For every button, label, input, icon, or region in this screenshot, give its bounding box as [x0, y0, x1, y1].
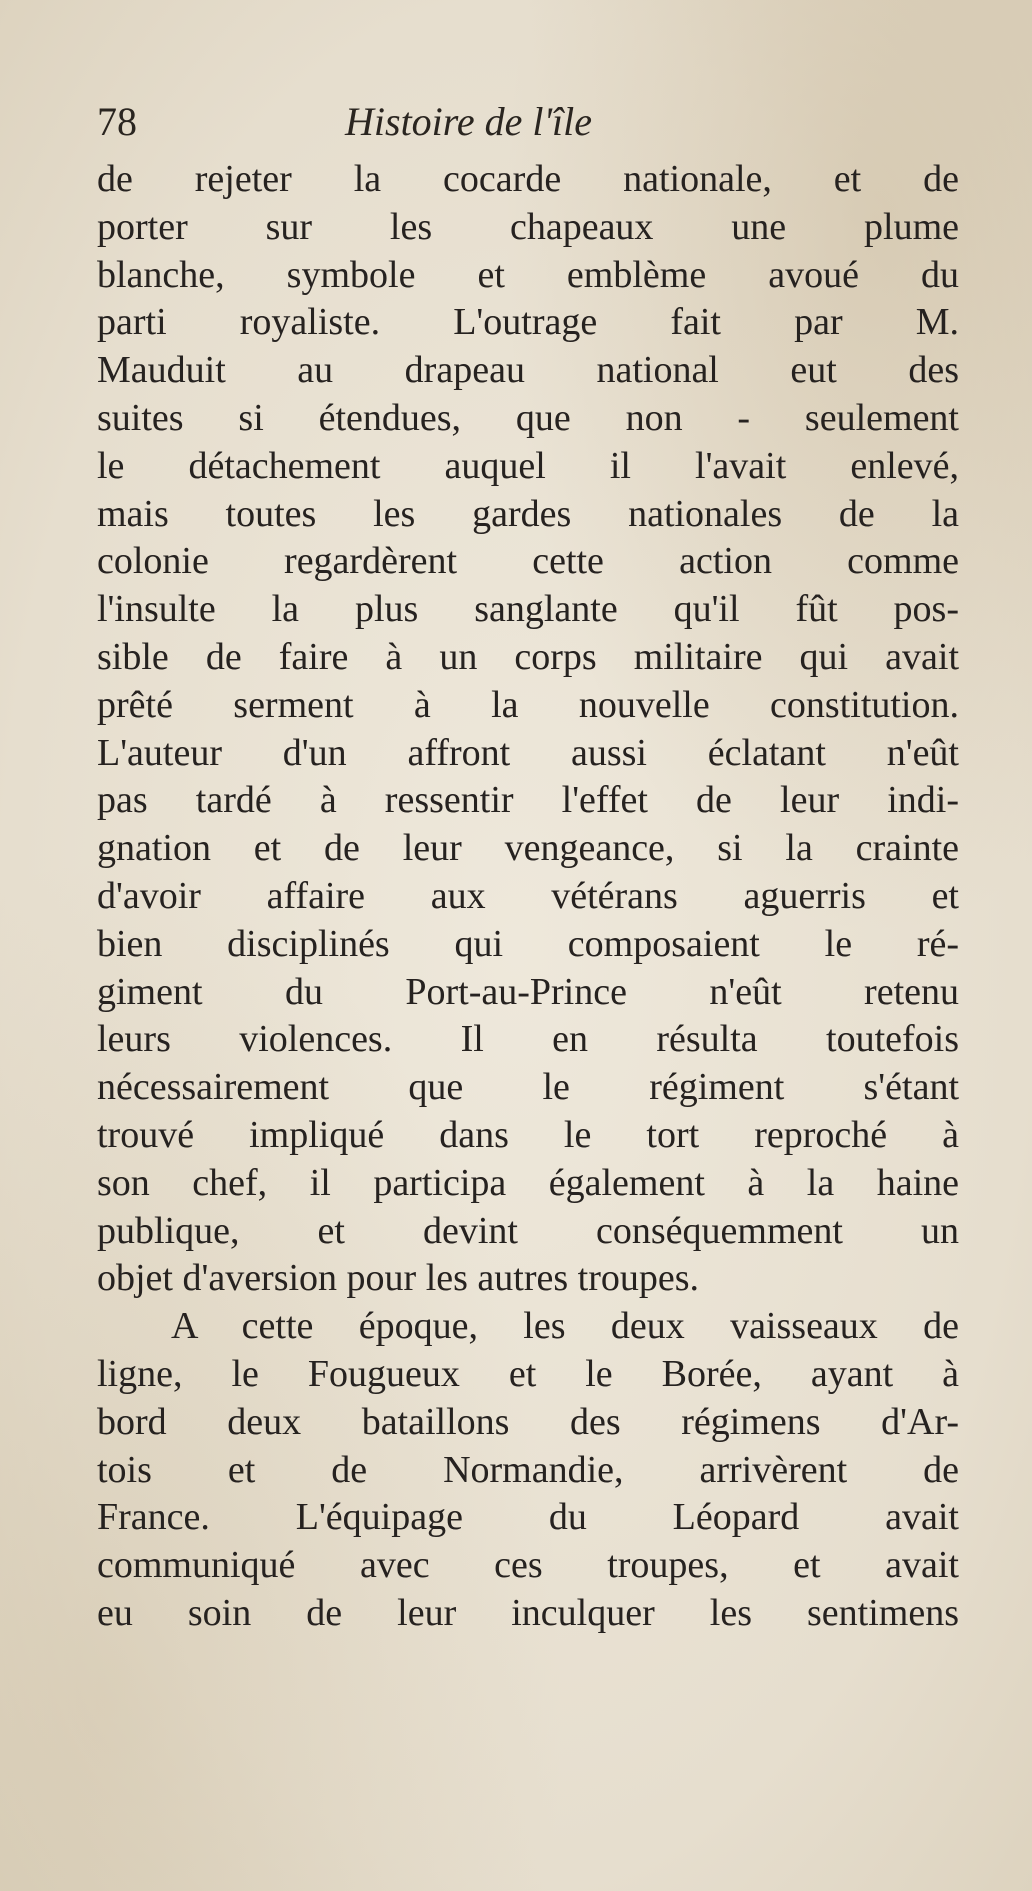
text-line: ligne, le Fougueux et le Borée, ayant à [97, 1352, 959, 1395]
text-line: publique, et devint conséquemment un [97, 1209, 959, 1252]
text-line: parti royaliste. L'outrage fait par M. [97, 301, 959, 344]
running-title: Histoire de l'île [345, 99, 593, 144]
page-number: 78 [97, 99, 137, 144]
text-line: mais toutes les gardes nationales de la [97, 492, 959, 535]
text-line: suites si étendues, que non - seulement [97, 396, 959, 439]
body-text [97, 156, 959, 1638]
text-line: le détachement auquel il l'avait enlevé, [97, 444, 959, 487]
text-line: Mauduit au drapeau national eut des [97, 349, 959, 392]
text-line: bord deux bataillons des régimens d'Ar- [97, 1400, 959, 1443]
text-line: son chef, il participa également à la haine [97, 1161, 959, 1204]
text-line: sible de faire à un corps militaire qui avait [97, 635, 959, 678]
text-line: leurs violences. Il en résulta toutefois [97, 1018, 959, 1061]
text-line: gnation et de leur vengeance, si la crainte [97, 827, 959, 870]
text-line: de rejeter la cocarde nationale, et de [97, 158, 959, 200]
text-line: colonie regardèrent cette action comme [97, 540, 959, 583]
text-line: eu soin de leur inculquer les sentimens [97, 1591, 959, 1634]
text-line: prêté serment à la nouvelle constitution. [97, 683, 959, 726]
text-line: blanche, symbole et emblème avoué du [97, 253, 959, 296]
text-line: d'avoir affaire aux vétérans aguerris et [97, 874, 959, 917]
text-line: porter sur les chapeaux une plume [97, 205, 959, 248]
text-line: trouvé impliqué dans le tort reproché à [97, 1113, 959, 1156]
running-head [97, 96, 957, 148]
text-line: pas tardé à ressentir l'effet de leur indi- [97, 779, 959, 822]
text-line: France. L'équipage du Léopard avait [97, 1496, 959, 1539]
text-line: giment du Port-au-Prince n'eût retenu [97, 970, 959, 1013]
text-line: L'auteur d'un affront aussi éclatant n'eût [97, 731, 959, 774]
text-line: objet d'aversion pour les autres troupes. [97, 1257, 700, 1300]
text-line: A cette époque, les deux vaisseaux de [171, 1305, 959, 1348]
text-line: l'insulte la plus sanglante qu'il fût pos- [97, 588, 959, 631]
text-line: bien disciplinés qui composaient le ré- [97, 922, 959, 965]
text-line: communiqué avec ces troupes, et avait [97, 1544, 959, 1587]
text-line: nécessairement que le régiment s'étant [97, 1066, 959, 1109]
text-line: tois et de Normandie, arrivèrent de [97, 1448, 959, 1491]
